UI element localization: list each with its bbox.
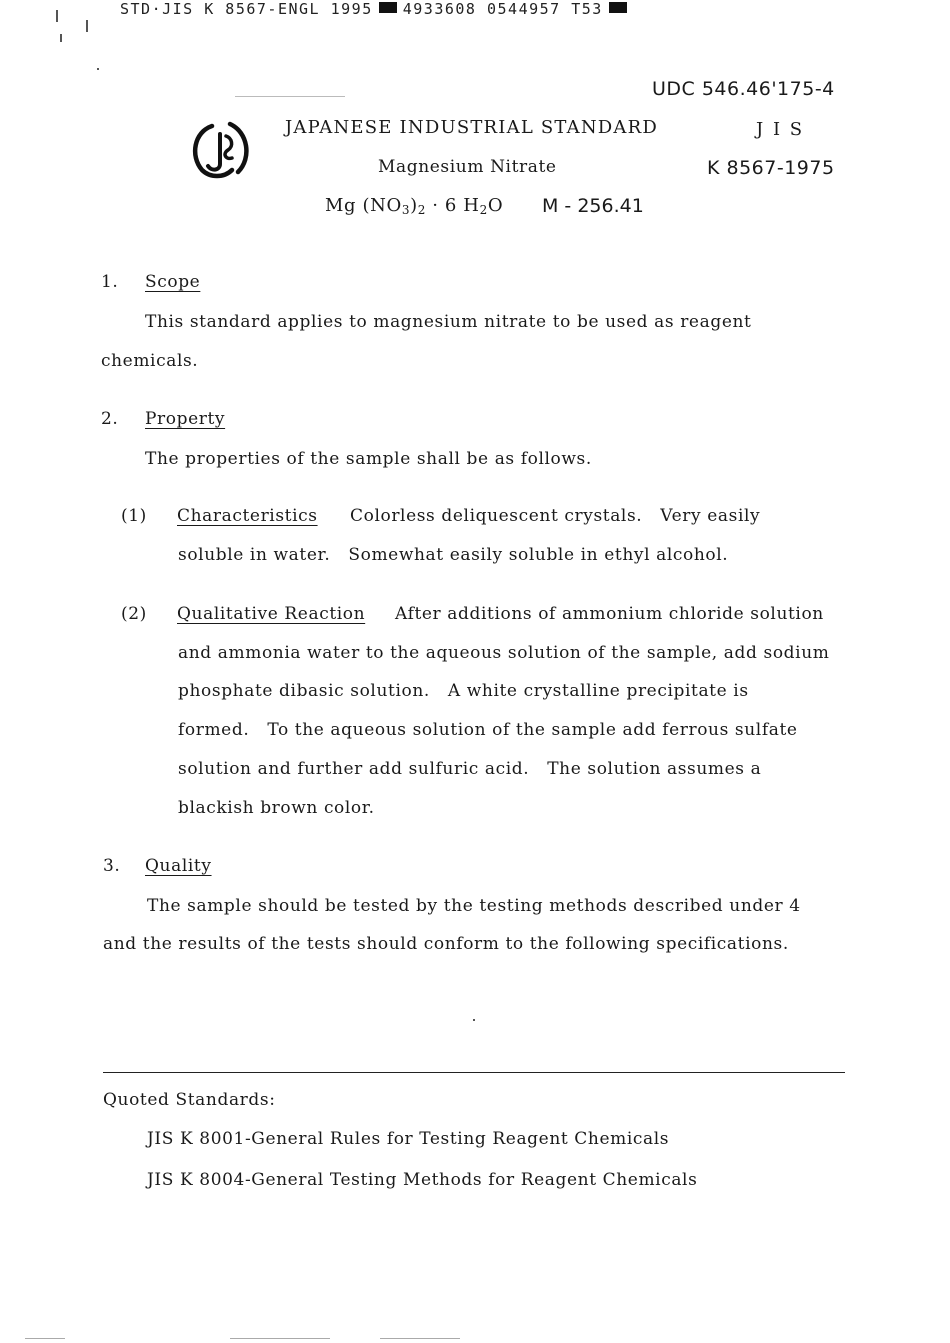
scan-speck [86, 20, 88, 32]
formula-part: · 6 H [425, 195, 480, 216]
molar-mass: M - 256.41 [542, 195, 644, 217]
item-title-qualitative-reaction: Qualitative Reaction [177, 604, 366, 624]
quality-line: The sample should be tested by the testing methods described under 4 [147, 896, 801, 916]
scan-speck [235, 96, 345, 97]
formula-subscript: 2 [479, 203, 488, 217]
udc-code: UDC 546.46'175-4 [652, 78, 835, 100]
item-number: (1) [121, 506, 147, 526]
scan-speck [25, 1338, 65, 1339]
item-title-characteristics: Characteristics [177, 506, 318, 526]
section-title-quality: Quality [145, 856, 212, 876]
item-line: soluble in water. Somewhat easily soluble in ethyl alcohol. [178, 545, 729, 565]
scan-speck [97, 68, 99, 70]
section-title-scope: Scope [145, 272, 201, 292]
standard-number: K 8567-1975 [707, 157, 835, 179]
standard-subtitle: Magnesium Nitrate [378, 157, 557, 177]
section-number: 1. [101, 272, 119, 292]
footnote-item: JIS K 8001-General Rules for Testing Reagent Chemicals [147, 1129, 670, 1149]
item-number: (2) [121, 604, 147, 624]
chemical-formula [325, 195, 503, 217]
section-number: 2. [101, 409, 119, 429]
scan-speck [380, 1338, 460, 1339]
formula-subscript: 2 [417, 203, 426, 217]
item-line: and ammonia water to the aqueous solution of the sample, add sodium [178, 643, 830, 663]
footnote-item: JIS K 8004-General Testing Methods for Reagent Chemicals [147, 1170, 698, 1190]
scan-header [120, 0, 633, 18]
scan-speck [473, 1019, 475, 1021]
scan-header-left: STD·JIS K 8567-ENGL 1995 [120, 0, 373, 18]
scan-speck [230, 1338, 330, 1339]
section-number: 3. [103, 856, 121, 876]
item-line: solution and further add sulfuric acid. The solution assumes a [178, 759, 762, 779]
redaction-block [379, 2, 397, 13]
formula-part: O [487, 195, 504, 216]
scope-line: chemicals. [101, 351, 199, 371]
standard-title: JAPANESE INDUSTRIAL STANDARD [285, 117, 659, 138]
jis-logo-icon [188, 118, 254, 188]
footnote-heading: Quoted Standards: [103, 1090, 276, 1110]
formula-part: Mg (NO [325, 195, 402, 216]
item-line: phosphate dibasic solution. A white crystalline precipitate is [178, 681, 749, 701]
property-intro: The properties of the sample shall be as follows. [145, 449, 592, 469]
footnote-divider [103, 1072, 845, 1073]
item-first-line: After additions of ammonium chloride solution [395, 604, 824, 624]
formula-subscript: 3 [401, 203, 411, 217]
redaction-block [609, 2, 627, 13]
item-line: blackish brown color. [178, 798, 375, 818]
scan-speck [60, 34, 62, 42]
item-first-line: Colorless deliquescent crystals. Very easily [350, 506, 761, 526]
section-title-property: Property [145, 409, 226, 429]
item-line: formed. To the aqueous solution of the sample add ferrous sulfate [178, 720, 798, 740]
scan-speck [56, 10, 58, 22]
formula-part: ) [410, 195, 418, 216]
scan-header-middle: 4933608 0544957 T53 [402, 0, 603, 18]
jis-label: J I S [756, 119, 805, 140]
quality-line: and the results of the tests should conform to the following specifications. [103, 934, 789, 954]
scope-line: This standard applies to magnesium nitrate to be used as reagent [145, 312, 752, 332]
